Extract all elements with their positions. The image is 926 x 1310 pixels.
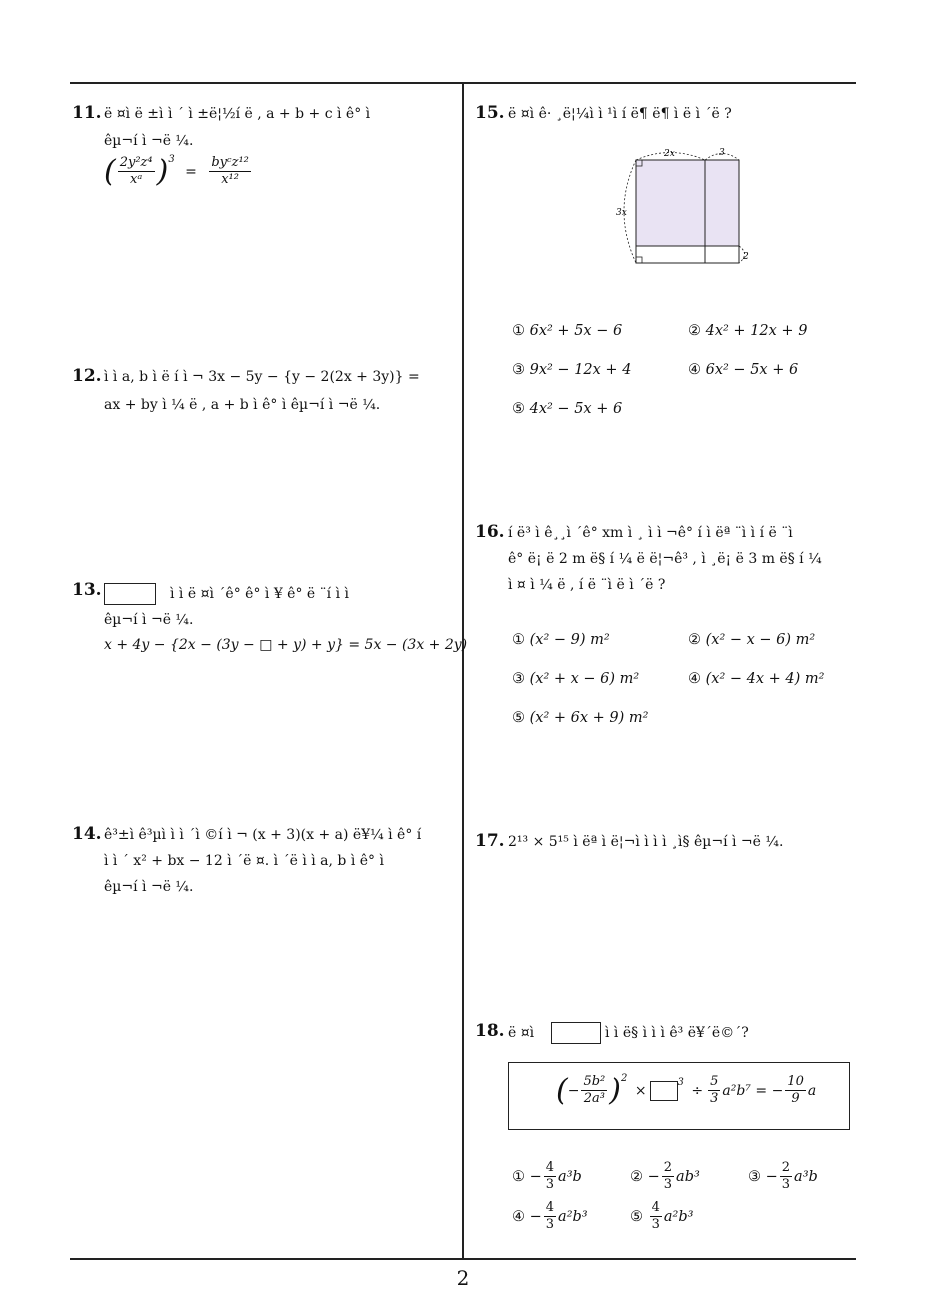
equation: x + 4y − {2x − (3y − □ + y) + y} = 5x − (3x + 2y) [104,637,468,653]
question-text-line: ì ì ë ¤ì ´ê° ê° ì ¥ ê° ë ¨í ì ì [170,586,349,602]
eq-denominator: 3 [710,1091,719,1107]
figure-label-2: 2 [743,252,749,262]
eq-term: a [807,1083,817,1099]
question-number: 14. [72,824,102,844]
question-number: 18. [475,1021,505,1041]
choice-4[interactable]: ④ 6x² − 5x + 6 [688,362,799,378]
answer-blank-box [104,583,156,605]
page-number: 2 [456,1266,470,1290]
choice-1[interactable]: ① 6x² + 5x − 6 [512,323,623,339]
question-text-line: êµ¬í ì ¬ë ¼. [104,879,194,895]
question-number: 13. [72,580,102,600]
question-text-line: ax + by ì ¼ ë , a + b ì ê° ì êµ¬í ì ¬ë ¼. [104,397,381,413]
question-number: 11. [72,103,102,123]
eq-numerator: 10 [785,1074,806,1091]
eq-exponent: 2 [620,1073,628,1084]
eq-exponent: 3 [168,154,175,165]
equation-blank-box [650,1081,678,1101]
question-text-line: ê° ë¡ ë 2 m ë§ í ¼ ë ë¦¬ê³ , ì ¸ë¡ ë 3 m ë§ í ¼ [508,551,822,567]
eq-denominator: 2a³ [583,1091,605,1107]
choice-2[interactable]: ② (x² − x − 6) m² [688,632,816,648]
choice-5[interactable]: ⑤ $\frac{4}{3}$ a²b³ [630,1200,694,1233]
choice-2[interactable]: ② 4x² + 12x + 9 [688,323,808,339]
question-text-line: ë ¤ì ë ±ì ì ´ ì ±ë¦½í ë , a + b + c ì ê° ì [104,106,371,122]
equation: (− $\frac{\text{5b²}}{\text{2a³}}$ )$^2$ ×$^3$ ÷ $\frac{5}{3}$ a²b⁷ = − $\frac{10}{9}$ a [556,1073,817,1108]
eq-denominator: 9 [791,1091,800,1107]
question-text-line: ë ¤ì ê· ¸ë¦¼ì ì ¹ì í ë¶ ë¶ ì ë ì ´ë ? [508,106,732,122]
eq-minus: − [771,1083,784,1099]
question-text-line: í ë³ ì ê¸¸ì ´ê° xm ì ¸ ì ì ¬ê° í ì ëª ¨ì ì í ë ¨ì [508,525,793,541]
choice-3[interactable]: ③ 9x² − 12x + 4 [512,362,632,378]
choice-2[interactable]: ② − $\frac{2}{3}$ ab³ [630,1160,700,1193]
eq-box-exponent: 3 [677,1077,684,1088]
choice-1[interactable]: ① (x² − 9) m² [512,632,610,648]
question-text-line: ë ¤ì [508,1025,535,1041]
choice-1[interactable]: ① − $\frac{4}{3}$ a³b [512,1160,582,1193]
question-number: 16. [475,522,505,542]
question-text-line: ì ¤ ì ¼ ë , í ë ¨ì ë ì ´ë ? [508,577,666,593]
choice-5[interactable]: ⑤ (x² + 6x + 9) m² [512,710,649,726]
eq-times: × [634,1083,647,1099]
choice-4[interactable]: ④ − $\frac{4}{3}$ a²b³ [512,1200,588,1233]
eq-denominator: x¹² [221,172,239,188]
choice-4[interactable]: ④ (x² − 4x + 4) m² [688,671,825,687]
question-text-line: 2¹³ × 5¹⁵ ì ëª ì ë¦¬ì ì ì ì ¸ì§ êµ¬í ì ¬ë ¼. [508,834,784,850]
eq-divide: ÷ [691,1083,704,1099]
question-number: 15. [475,103,505,123]
question-text-line: ì ì ë§ ì ì ì ê³ ë¥´ë©´? [605,1025,749,1041]
column-divider [462,82,464,1259]
choice-3[interactable]: ③ (x² + x − 6) m² [512,671,640,687]
question-text-line: ì ì a, b ì ë í ì ¬ 3x − 5y − {y − 2(2x + 3y)} = [104,369,420,385]
eq-numerator: 5b² [581,1074,607,1091]
rectangle-figure [610,143,760,273]
figure-label-3: 3 [719,148,725,158]
equation: ( $\frac{\text{2y²z⁴}}{\text{xᵃ}}$ )$^3$ = $\frac{\text{byᶜz¹²}}{\text{x¹²}}$ [104,154,249,189]
question-text-line: êµ¬í ì ¬ë ¼. [104,133,194,149]
eq-numerator: 5 [708,1074,720,1091]
figure-label-2x: 2x [664,149,675,159]
eq-denominator: xᵃ [130,172,143,188]
choice-3[interactable]: ③ − $\frac{2}{3}$ a³b [748,1160,818,1193]
question-text-line: êµ¬í ì ¬ë ¼. [104,612,194,628]
eq-minus: − [567,1083,580,1099]
question-number: 17. [475,831,505,851]
choice-5[interactable]: ⑤ 4x² − 5x + 6 [512,401,623,417]
eq-numerator: byᶜz¹² [209,155,251,172]
question-text-line: ì ì ´ x² + bx − 12 ì ´ë ¤. ì ´ë ì ì a, b ì ê° ì [104,853,384,869]
eq-equals: = [185,164,197,180]
answer-blank-box [551,1022,601,1044]
eq-numerator: 2y²z⁴ [118,155,155,172]
eq-term: a²b⁷ = [722,1083,768,1099]
question-text-line: ê³±ì ê³µì ì ì ´ì ©í ì ¬ (x + 3)(x + a) ë¥¼ ì ê° í [104,827,422,843]
question-number: 12. [72,366,102,386]
figure-label-3x: 3x [616,208,627,218]
